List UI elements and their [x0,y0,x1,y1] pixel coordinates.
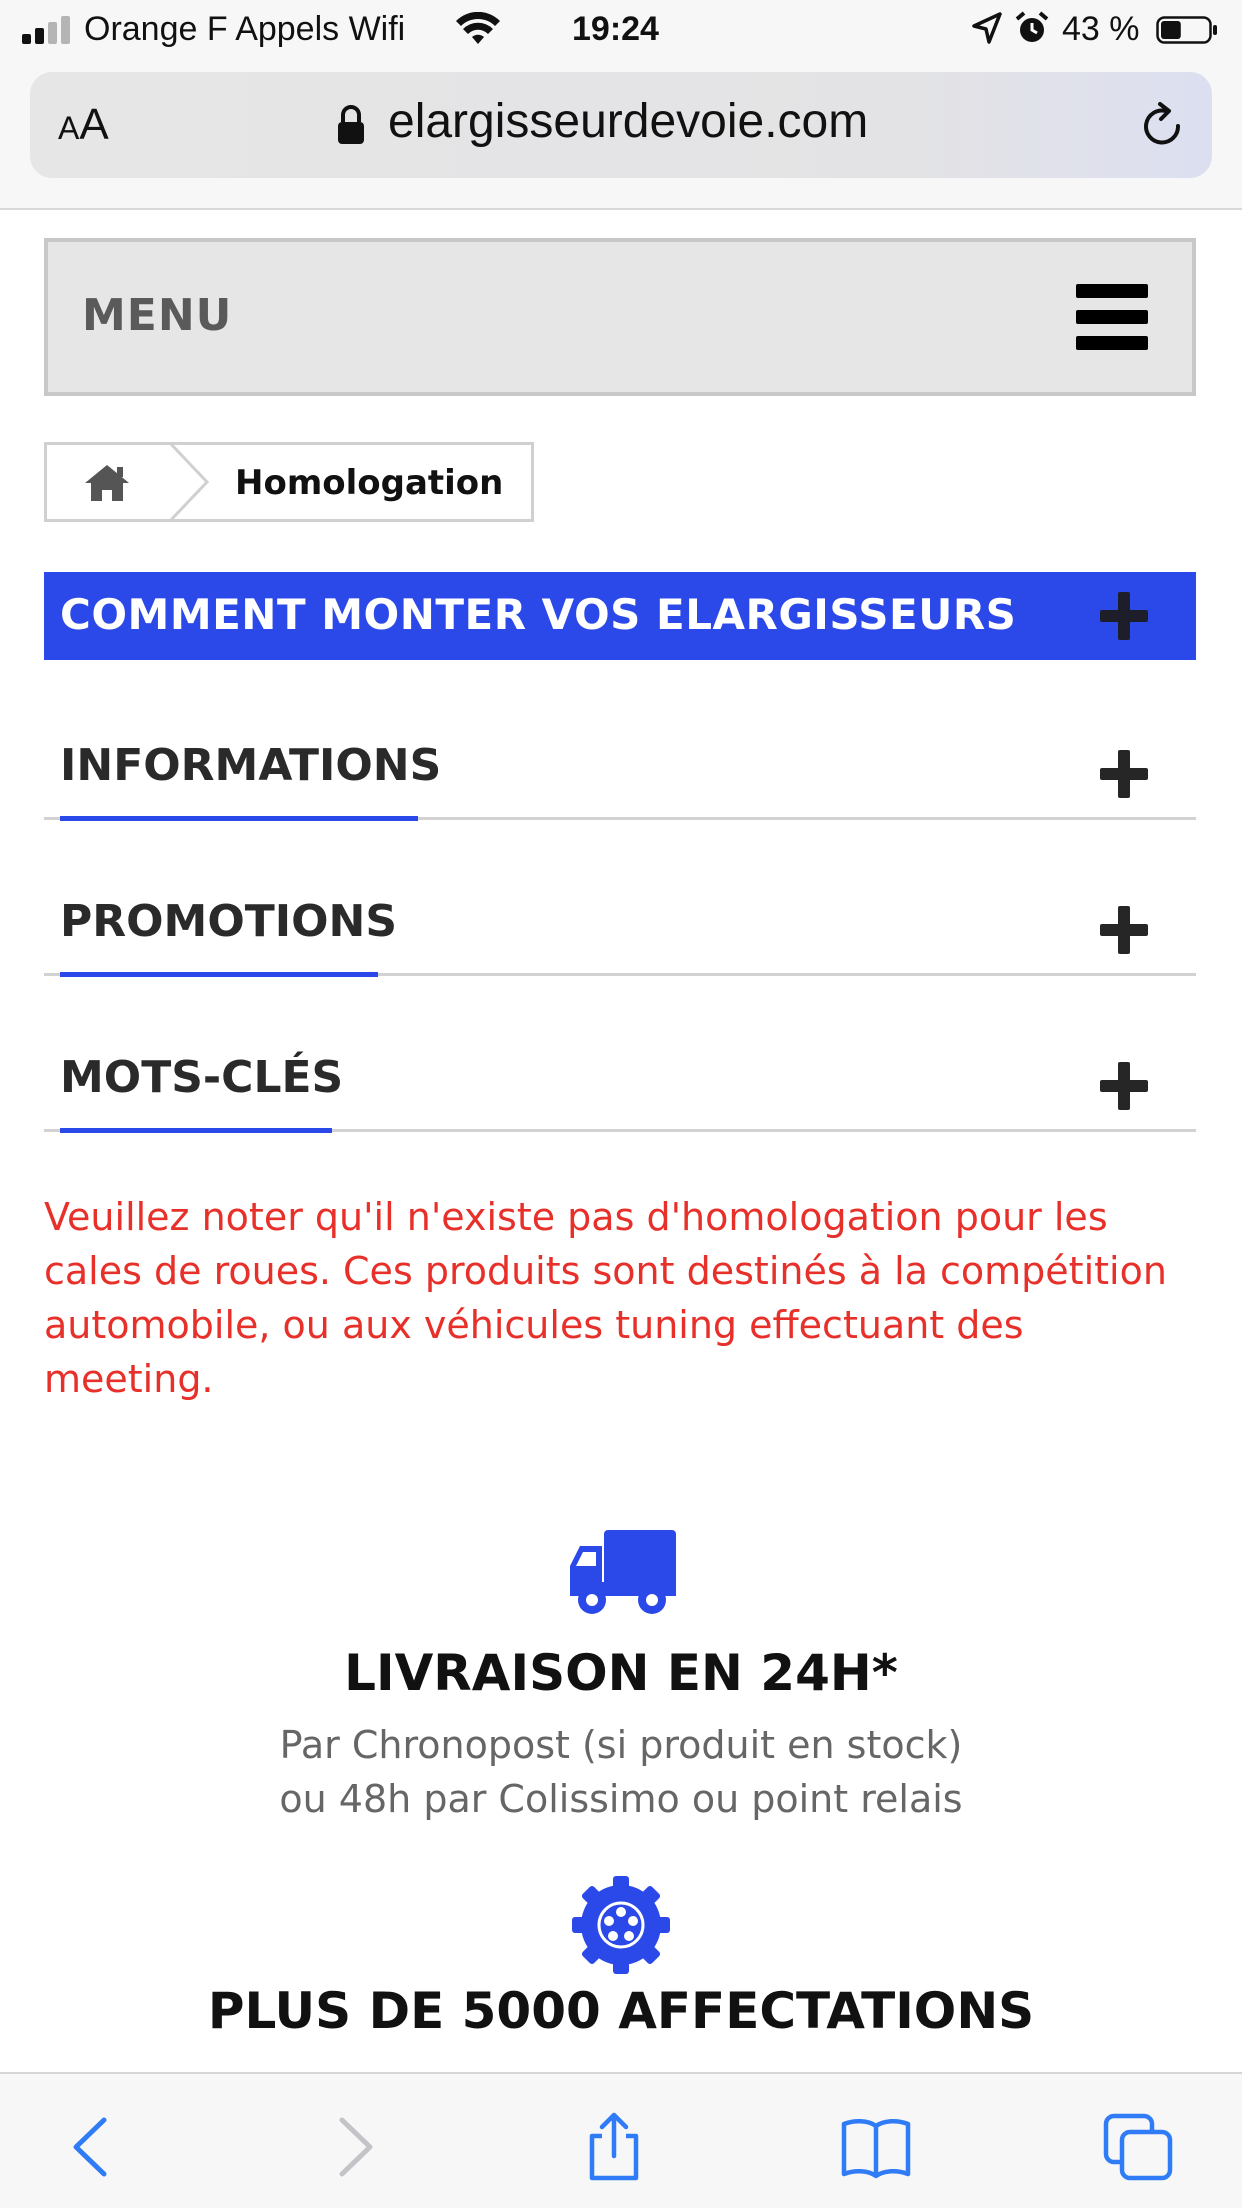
hamburger-menu-icon[interactable] [1076,284,1148,350]
delivery-line-2: ou 48h par Colissimo ou point relais [279,1777,963,1821]
expand-plus-icon[interactable] [1100,592,1148,640]
homologation-notice: Veuillez noter qu'il n'existe pas d'homologation pour les cales de roues. Ces produits sont destinés à la compétition automobile, ou aux véhicules tuning effectuant des meeting. [44,1195,1167,1401]
menu-bar[interactable] [44,238,1196,396]
battery-percent: 43 % [1062,10,1140,48]
wifi-icon [455,12,501,46]
carrier-name: Orange F Appels Wifi [84,10,406,48]
expand-plus-icon[interactable] [1100,750,1148,798]
breadcrumb [44,442,534,522]
truck-icon [570,1530,676,1616]
back-icon[interactable] [56,2112,128,2182]
accordion-label: PROMOTIONS [60,896,398,947]
url-text[interactable]: elargisseurdevoie.com [388,95,869,148]
share-icon[interactable] [578,2112,650,2182]
browser-toolbar [0,2072,1242,2208]
text-size-button[interactable]: AA [58,100,109,149]
title-underline [60,816,418,821]
mounting-section-toggle[interactable] [44,572,1196,660]
accordion-label: MOTS-CLÉS [60,1052,344,1103]
lock-icon [336,104,366,146]
expand-plus-icon[interactable] [1100,906,1148,954]
reload-icon[interactable] [1138,100,1188,152]
accordion-informations[interactable] [44,700,1196,820]
bookmarks-icon[interactable] [840,2112,912,2182]
accordion-label: INFORMATIONS [60,740,442,791]
home-icon[interactable] [83,463,131,503]
clock-time: 19:24 [572,10,659,48]
breadcrumb-separator [167,442,211,522]
delivery-line-1: Par Chronopost (si produit en stock) [279,1723,963,1767]
signal-icon [22,16,74,44]
tabs-icon[interactable] [1102,2112,1174,2182]
location-icon [972,12,1002,44]
title-underline [60,972,378,977]
address-bar[interactable] [30,72,1212,178]
accordion-promotions[interactable] [44,856,1196,976]
affectations-title: PLUS DE 5000 AFFECTATIONS [207,1982,1035,2040]
accordion-mots-cles[interactable] [44,1012,1196,1132]
battery-icon [1156,16,1218,44]
expand-plus-icon[interactable] [1100,1062,1148,1110]
wheel-gear-icon [572,1876,670,1974]
mounting-section-title: COMMENT MONTER VOS ELARGISSEURS [60,590,1017,639]
browser-chrome [0,62,1242,210]
forward-icon[interactable] [318,2112,390,2182]
title-underline [60,1128,332,1133]
alarm-icon [1014,10,1050,46]
delivery-title: LIVRAISON EN 24H* [344,1644,898,1702]
breadcrumb-current: Homologation [235,463,504,503]
status-bar [0,0,1242,62]
menu-label: MENU [82,290,233,341]
